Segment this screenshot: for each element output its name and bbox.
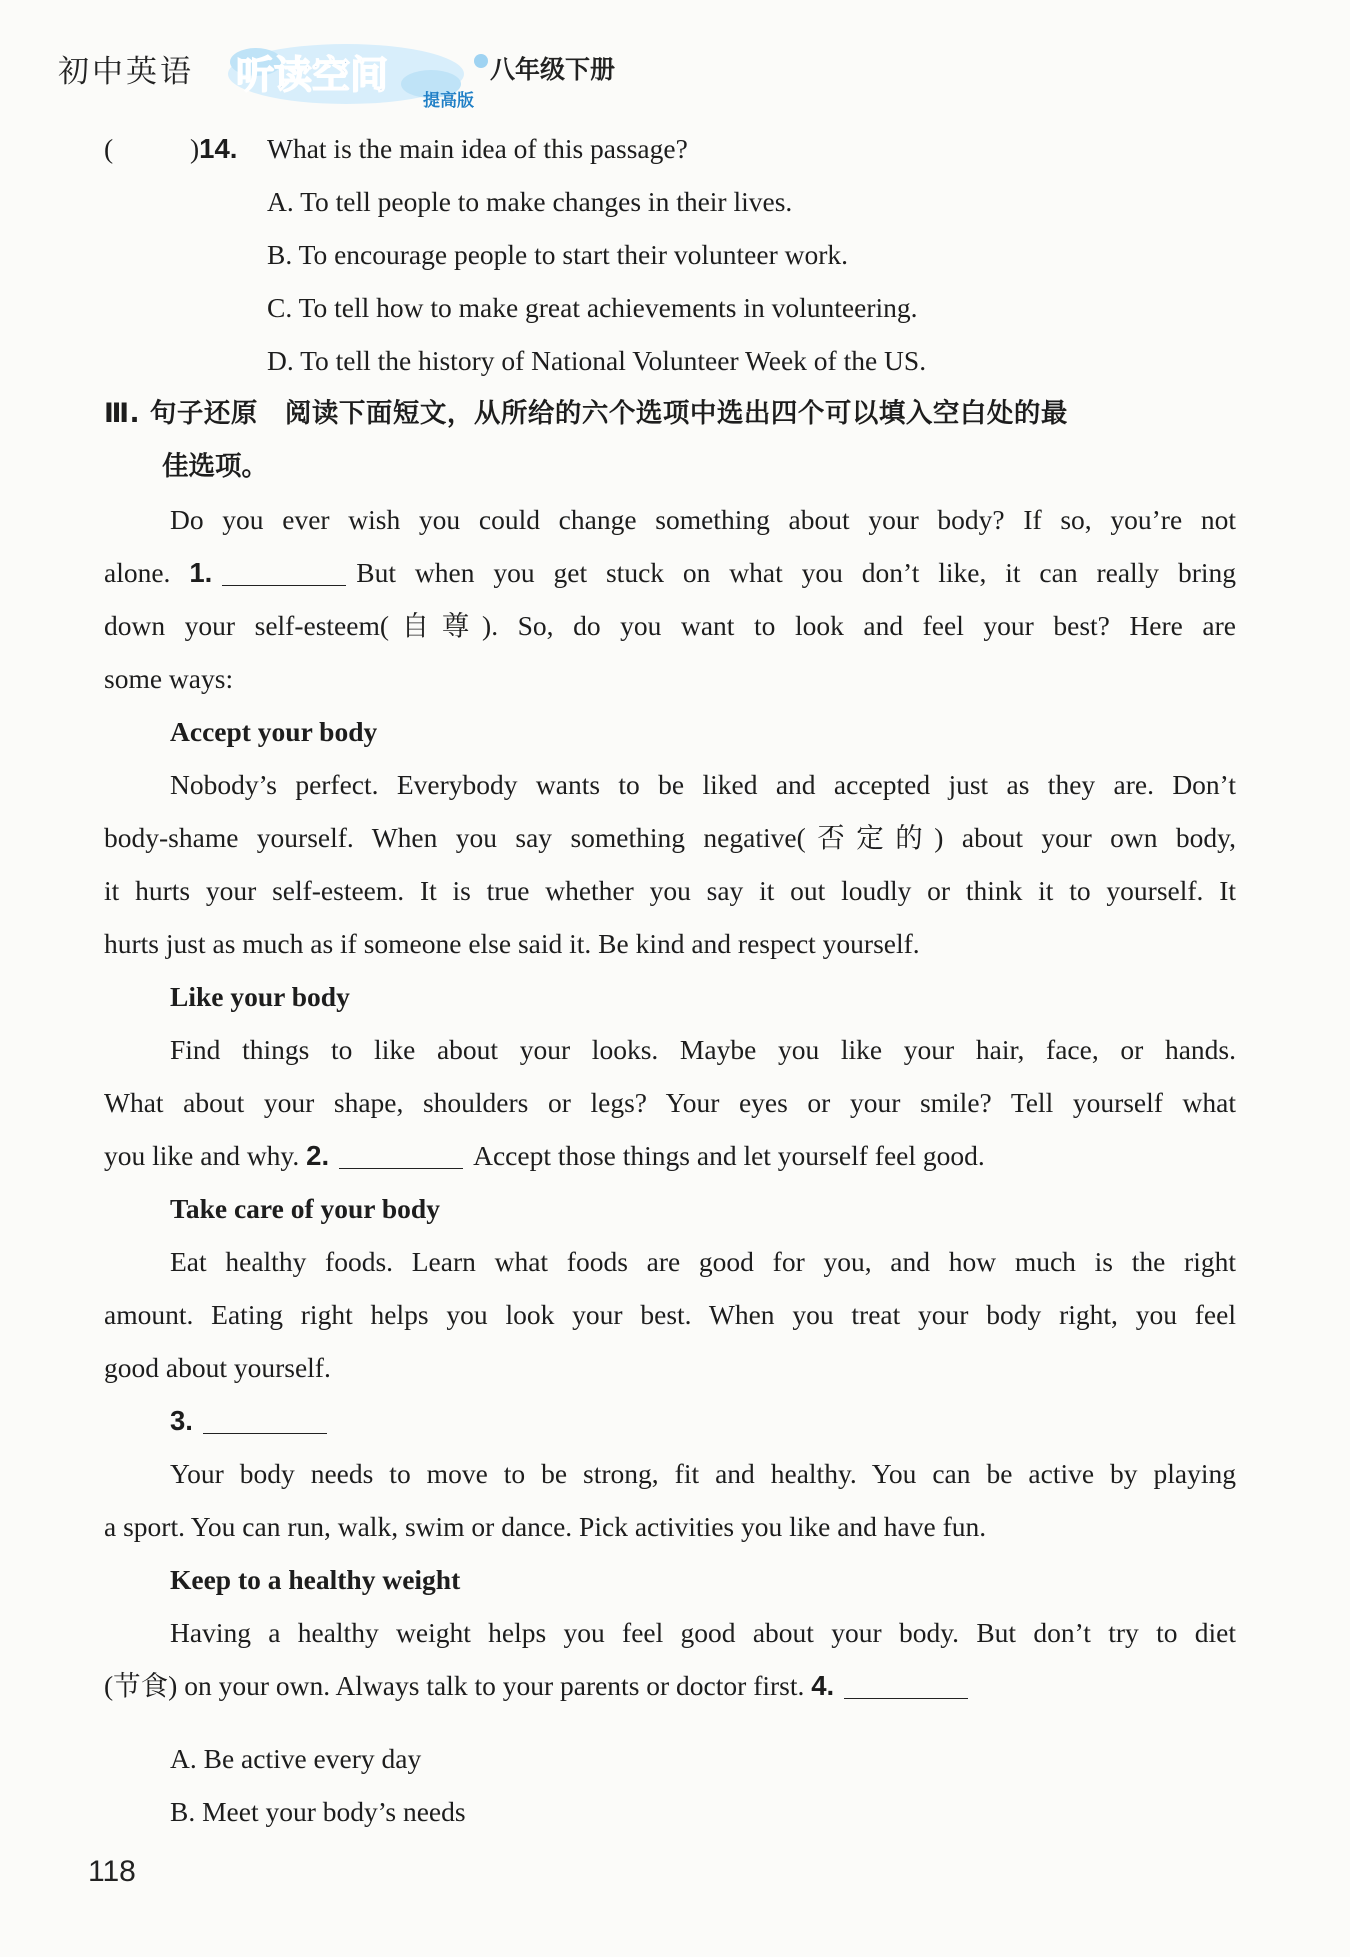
- like-line-1: Find things to like about your looks. Maybe you like your hair, face, or hands.: [170, 1034, 1236, 1065]
- accept-line-4: hurts just as much as if someone else said it. Be kind and respect yourself.: [104, 928, 920, 959]
- spacer: [104, 1712, 1236, 1732]
- weight-line-2: (节食) on your own. Always talk to your parents or doctor first. 4.: [104, 1659, 1236, 1712]
- cloud-icon: [474, 54, 488, 68]
- accept-line-3: it hurts your self-esteem. It is true whether you say it out loudly or think it to yourself. It: [104, 875, 1236, 906]
- option-c: C. To tell how to make great achievements in volunteering.: [267, 292, 918, 323]
- heading-care: Take care of your body: [170, 1193, 440, 1224]
- choice-a: A. Be active every day: [170, 1743, 422, 1774]
- move-line-1: Your body needs to move to be strong, fit and healthy. You can be active by playing: [170, 1458, 1236, 1489]
- section-title: Ⅲ. 句子还原 阅读下面短文，从所给的六个选项中选出四个可以填入空白处的最: [104, 398, 1068, 429]
- blank-2[interactable]: [339, 1138, 463, 1169]
- care-line-2: amount. Eating right helps you look your best. When you treat your body right, you feel: [104, 1299, 1236, 1330]
- heading-blank-3: [104, 1394, 1236, 1447]
- weight-line-1: Having a healthy weight helps you feel good about your body. But don’t try to diet: [170, 1617, 1236, 1648]
- blank-1[interactable]: [222, 555, 346, 586]
- edition-label: 提高版: [423, 91, 474, 111]
- like-line-3: you like and why. 2. Accept those things and let yourself feel good.: [104, 1140, 985, 1171]
- blank-2-number: 2.: [306, 1140, 330, 1171]
- accept-line-1: Nobody’s perfect. Everybody wants to be liked and accepted just as they are. Don’t: [170, 769, 1236, 800]
- care-line-1: Eat healthy foods. Learn what foods are good for you, and how much is the right: [170, 1246, 1236, 1277]
- question-stem: What is the main idea of this passage?: [267, 133, 688, 164]
- intro-line-4: some ways:: [104, 663, 234, 694]
- option-a: A. To tell people to make changes in their lives.: [267, 186, 793, 217]
- heading-weight: Keep to a healthy weight: [170, 1564, 461, 1595]
- grade-label: 八年级下册: [490, 55, 616, 84]
- choice-b: B. Meet your body’s needs: [170, 1796, 466, 1827]
- accept-line-2: body-shame yourself. When you say something negative(否定的) about your own body,: [104, 822, 1236, 853]
- answer-paren-right: )14.: [190, 133, 238, 164]
- section-title-cont: 佳选项。: [162, 451, 268, 482]
- blank-4[interactable]: [844, 1668, 968, 1699]
- heading-accept: Accept your body: [170, 716, 378, 747]
- page-number: 118: [88, 1855, 136, 1888]
- book-name: 初中英语: [58, 54, 194, 90]
- blank-1-number: 1.: [189, 557, 213, 588]
- heading-like: Like your body: [170, 981, 350, 1012]
- answer-paren-left: (: [104, 133, 114, 164]
- logo-text: 听读空间: [236, 53, 389, 97]
- intro-line-2: alone. 1. But when you get stuck on what you don’t like, it can really bring: [104, 557, 1236, 588]
- option-d: D. To tell the history of National Volunteer Week of the US.: [267, 345, 927, 376]
- blank-3-number: 3.: [170, 1405, 193, 1436]
- intro-line-1: Do you ever wish you could change something about your body? If so, you’re not: [170, 504, 1236, 535]
- page-header: [28, 28, 1028, 118]
- move-line-2: a sport. You can run, walk, swim or dance. Pick activities you like and have fun.: [104, 1511, 987, 1542]
- option-b: B. To encourage people to start their volunteer work.: [267, 239, 849, 270]
- blank-4-number: 4.: [811, 1670, 835, 1701]
- intro-line-3: down your self-esteem(自尊). So, do you want to look and feel your best? Here are: [104, 610, 1236, 641]
- blank-3[interactable]: [203, 1403, 327, 1434]
- like-line-2: What about your shape, shoulders or legs? Your eyes or your smile? Tell yourself what: [104, 1087, 1236, 1118]
- care-line-3: good about yourself.: [104, 1352, 331, 1383]
- page-content: [104, 122, 1236, 1838]
- question-number: 14.: [199, 133, 238, 164]
- question-14: [104, 122, 1236, 175]
